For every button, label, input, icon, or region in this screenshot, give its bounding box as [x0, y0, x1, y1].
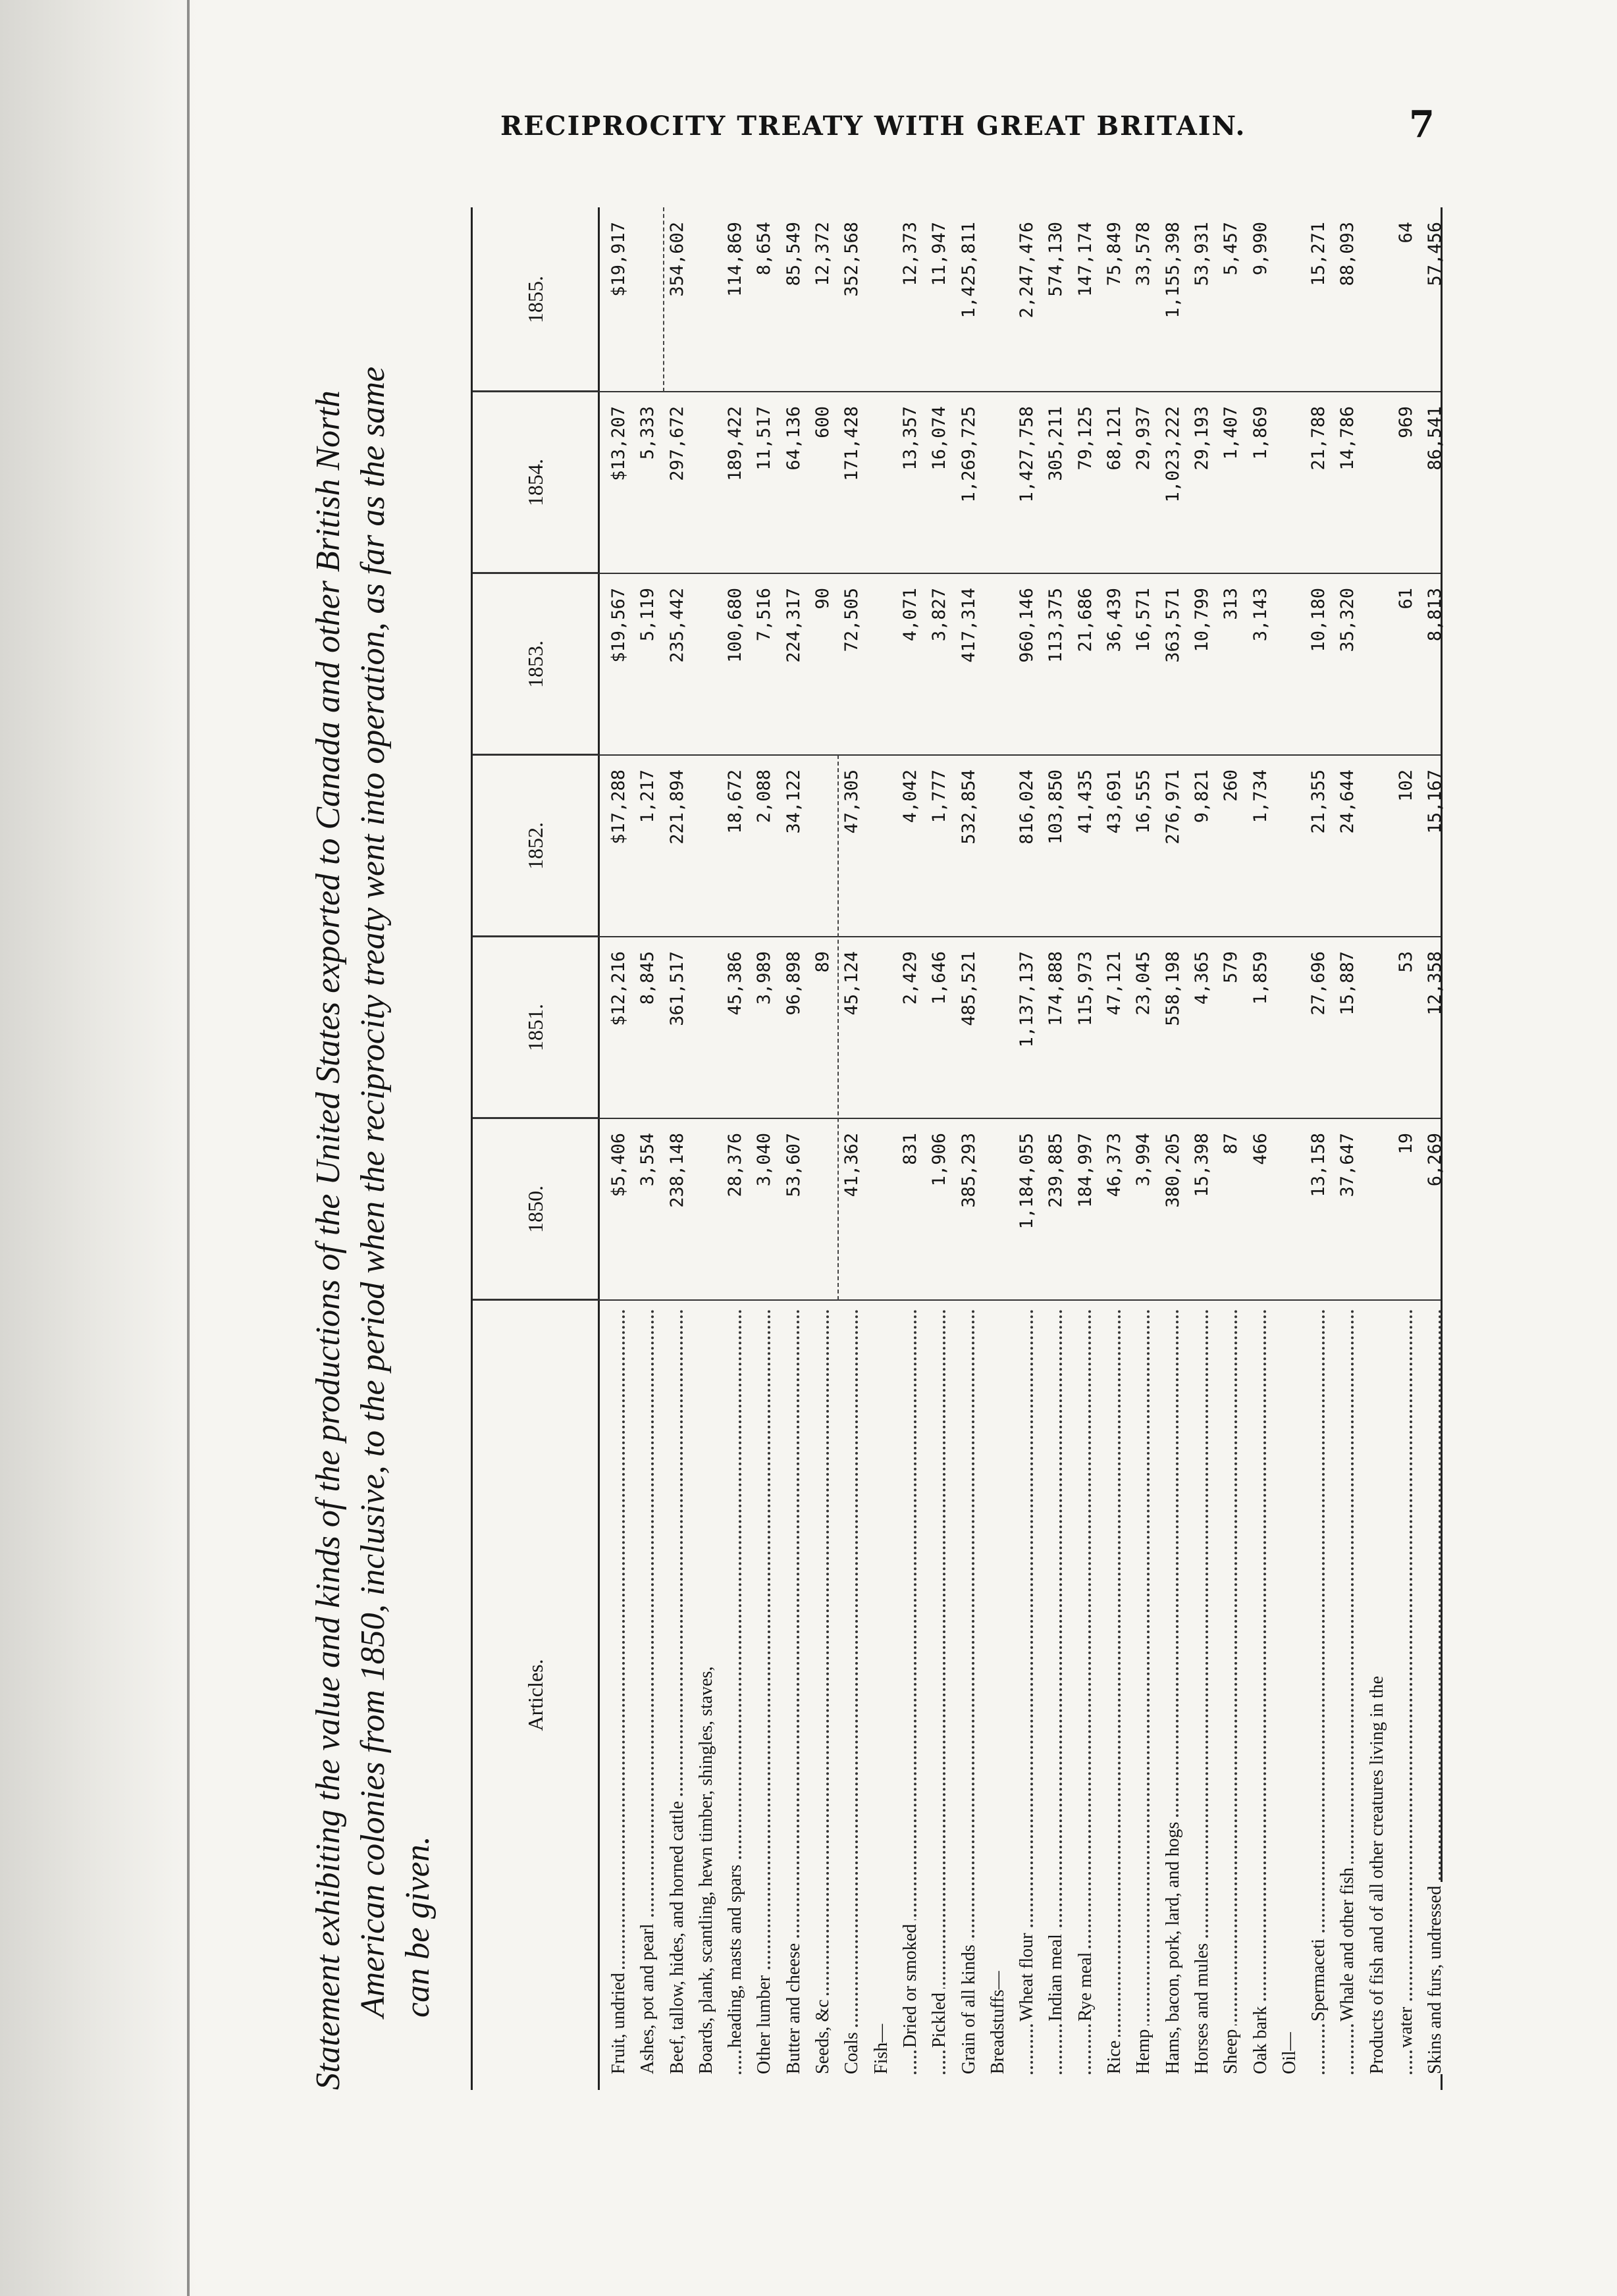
- value-cell: 19: [1396, 1133, 1417, 1155]
- value-cell: 86,541: [1425, 406, 1446, 471]
- article-label-text: Fish—: [871, 2020, 891, 2074]
- running-head: RECIPROCITY TREATY WITH GREAT BRITAIN.: [500, 111, 1246, 142]
- article-label: [1275, 1300, 1304, 2090]
- value-cell: 4,042: [899, 770, 920, 823]
- article-label-text: Coals: [841, 2028, 862, 2074]
- value-cell: 558,198: [1162, 951, 1183, 1026]
- table-row: [1333, 207, 1362, 2090]
- value-cell: 85,549: [783, 222, 804, 286]
- article-label: [721, 1300, 750, 2090]
- value-cell: 276,971: [1162, 770, 1183, 845]
- value-cell: 1,777: [929, 770, 950, 823]
- article-label-text: water: [1396, 2003, 1416, 2048]
- column-rule: [473, 754, 1441, 756]
- value-cell: 96,898: [783, 951, 804, 1016]
- value-cell: 224,317: [783, 588, 804, 663]
- value-cell: 1,906: [929, 1133, 950, 1187]
- value-cell: 297,672: [666, 406, 687, 481]
- article-label-text: Hemp: [1133, 2025, 1153, 2074]
- value-cell: 3,040: [754, 1133, 775, 1187]
- article-label-text: Fruit, undried: [608, 1969, 629, 2074]
- value-cell: 36,439: [1104, 588, 1125, 652]
- value-cell: 189,422: [725, 406, 746, 481]
- value-cell: 260: [1221, 770, 1242, 802]
- article-label-text: Indian meal: [1046, 1930, 1066, 2022]
- value-cell: 64,136: [783, 406, 804, 471]
- value-cell: 37,647: [1337, 1133, 1358, 1197]
- article-label: [692, 1300, 721, 2090]
- value-cell: 57,456: [1425, 222, 1446, 286]
- table-header: [473, 207, 600, 2090]
- value-cell: 41,362: [841, 1133, 862, 1197]
- value-cell: 313: [1221, 588, 1242, 620]
- article-label: [663, 1300, 692, 2090]
- value-cell: 579: [1221, 951, 1242, 983]
- value-cell: 18,672: [725, 770, 746, 834]
- value-cell: 305,211: [1046, 406, 1067, 481]
- table-row: [808, 207, 837, 2090]
- article-label-text: heading, masts and spars: [725, 1861, 745, 2048]
- value-cell: 4,071: [899, 588, 920, 642]
- table-row: [1013, 207, 1042, 2090]
- article-label-text: Spermaceti: [1308, 1935, 1329, 2022]
- value-cell: $19,567: [608, 588, 629, 663]
- value-cell: 8,813: [1425, 588, 1446, 642]
- value-cell: 361,517: [666, 951, 687, 1026]
- article-label-text: Oak bark: [1250, 2002, 1271, 2074]
- page-binding-shadow: [0, 0, 198, 2296]
- article-label: [925, 1300, 954, 2090]
- value-cell: 75,849: [1104, 222, 1125, 286]
- header-year-1854: 1854.: [473, 390, 598, 573]
- article-label-text: Dried or smoked: [900, 1920, 920, 2048]
- table-row: [750, 207, 779, 2090]
- value-cell: $17,288: [608, 770, 629, 845]
- value-cell: 16,555: [1133, 770, 1154, 834]
- value-cell: 88,093: [1337, 222, 1358, 286]
- value-cell: 113,375: [1046, 588, 1067, 663]
- article-label: [896, 1300, 925, 2090]
- table-row: [837, 207, 866, 2090]
- value-cell: 41,435: [1074, 770, 1096, 834]
- value-cell: 11,947: [929, 222, 950, 286]
- table-row: [1304, 207, 1333, 2090]
- value-cell: 10,180: [1308, 588, 1329, 652]
- header-year-1853: 1853.: [473, 572, 598, 755]
- value-cell: 12,358: [1425, 951, 1446, 1016]
- value-cell: 100,680: [725, 588, 746, 663]
- value-cell: 466: [1250, 1133, 1271, 1165]
- value-cell: 16,074: [929, 406, 950, 471]
- article-label: [633, 1300, 662, 2090]
- value-cell: 3,554: [637, 1133, 658, 1187]
- value-cell: 3,989: [754, 951, 775, 1005]
- value-cell: 27,696: [1308, 951, 1329, 1016]
- article-label: [1188, 1300, 1217, 2090]
- table-row: [1421, 207, 1450, 2090]
- article-label: [1421, 1300, 1450, 2090]
- article-label-text: Seeds, &c: [812, 1995, 833, 2074]
- value-cell: 16,571: [1133, 588, 1154, 652]
- table-row: [633, 207, 662, 2090]
- value-cell: 1,184,055: [1017, 1133, 1038, 1230]
- value-cell: 174,888: [1046, 951, 1067, 1026]
- value-cell: 1,269,725: [958, 406, 979, 503]
- value-cell: 53,931: [1191, 222, 1212, 286]
- article-label-text: Butter and cheese: [783, 1939, 804, 2074]
- article-label: [780, 1300, 808, 2090]
- value-cell: 45,124: [841, 951, 862, 1016]
- value-cell: 385,293: [958, 1133, 979, 1208]
- header-year-1852: 1852.: [473, 754, 598, 937]
- article-label: [837, 1300, 866, 2090]
- value-cell: 239,885: [1046, 1133, 1067, 1208]
- article-label-text: Ashes, pot and pearl: [637, 1919, 658, 2074]
- value-cell: 8,654: [754, 222, 775, 276]
- value-cell: 68,121: [1104, 406, 1125, 471]
- article-label-text: Skins and furs, undressed: [1425, 1882, 1445, 2074]
- article-label: [1159, 1300, 1188, 2090]
- value-cell: 6,269: [1425, 1133, 1446, 1187]
- value-cell: 574,130: [1046, 222, 1067, 297]
- value-cell: 29,193: [1191, 406, 1212, 471]
- table-row: [1071, 207, 1100, 2090]
- value-cell: 485,521: [958, 951, 979, 1026]
- table-row: [1363, 207, 1392, 2090]
- article-label: [984, 1300, 1013, 2090]
- value-cell: 5,119: [637, 588, 658, 642]
- article-label-text: Boards, plank, scantling, hewn timber, shingles, staves,: [696, 1663, 716, 2074]
- header-articles: Articles.: [473, 1299, 598, 2090]
- value-cell: 417,314: [958, 588, 979, 663]
- value-cell: 147,174: [1074, 222, 1096, 297]
- table-row: [1129, 207, 1158, 2090]
- value-cell: 15,167: [1425, 770, 1446, 834]
- value-cell: 90: [812, 588, 834, 610]
- value-cell: 13,158: [1308, 1133, 1329, 1197]
- value-cell: 2,088: [754, 770, 775, 823]
- value-cell: 102: [1396, 770, 1417, 802]
- value-cell: 103,850: [1046, 770, 1067, 845]
- value-cell: 43,691: [1104, 770, 1125, 834]
- value-cell: 1,734: [1250, 770, 1271, 823]
- table-row: [692, 207, 721, 2090]
- value-cell: 21,686: [1074, 588, 1096, 652]
- article-label: [1013, 1300, 1042, 2090]
- article-label: [1071, 1300, 1100, 2090]
- value-cell: 3,994: [1133, 1133, 1154, 1187]
- article-label: [1333, 1300, 1362, 2090]
- value-cell: 235,442: [666, 588, 687, 663]
- article-label: [1042, 1300, 1071, 2090]
- table-row: [604, 207, 633, 2090]
- value-cell: 5,457: [1221, 222, 1242, 276]
- article-label-text: Breadstuffs—: [988, 1967, 1008, 2074]
- caption-line-1: Statement exhibiting the value and kinds of the productions of the United States exported to Canada and other British North: [309, 390, 347, 2090]
- value-cell: 3,827: [929, 588, 950, 642]
- article-label: [750, 1300, 779, 2090]
- value-cell: 24,644: [1337, 770, 1358, 834]
- table-row: [1246, 207, 1275, 2090]
- value-cell: 14,786: [1337, 406, 1358, 471]
- value-cell: 34,122: [783, 770, 804, 834]
- value-cell: 115,973: [1074, 951, 1096, 1026]
- value-cell: 960,146: [1017, 588, 1038, 663]
- value-cell: 45,386: [725, 951, 746, 1016]
- article-label: [1304, 1300, 1333, 2090]
- value-cell: 1,646: [929, 951, 950, 1005]
- value-cell: 5,333: [637, 406, 658, 460]
- article-label-text: Grain of all kinds: [959, 1941, 979, 2074]
- article-label: [955, 1300, 984, 2090]
- table-row: [1275, 207, 1304, 2090]
- article-label: [808, 1300, 837, 2090]
- article-label-text: Beef, tallow, hides, and horned cattle: [667, 1797, 687, 2074]
- value-cell: 380,205: [1162, 1133, 1183, 1208]
- header-year-1850: 1850.: [473, 1117, 598, 1300]
- value-cell: 1,859: [1250, 951, 1271, 1005]
- article-label: [1392, 1300, 1421, 2090]
- table-row: [955, 207, 984, 2090]
- page-edge-line: [187, 0, 190, 2296]
- value-cell: 79,125: [1074, 406, 1096, 471]
- table-row: [1217, 207, 1246, 2090]
- table-row: [925, 207, 954, 2090]
- column-rule: [473, 1299, 1441, 1301]
- value-cell: 7,516: [754, 588, 775, 642]
- value-cell: 12,372: [812, 222, 834, 286]
- article-label: [1246, 1300, 1275, 2090]
- value-cell: 1,155,398: [1162, 222, 1183, 319]
- table-row: [1100, 207, 1129, 2090]
- value-cell: 13,357: [899, 406, 920, 471]
- table-row: [1392, 207, 1421, 2090]
- article-label: [1129, 1300, 1158, 2090]
- rotated-content: [306, 207, 1465, 2090]
- article-label-text: Rye meal: [1075, 1948, 1096, 2022]
- value-cell: $13,207: [608, 406, 629, 481]
- article-label-text: Rice: [1104, 2037, 1125, 2074]
- value-cell: 2,247,476: [1017, 222, 1038, 319]
- value-cell: 532,854: [958, 770, 979, 845]
- value-cell: 600: [812, 406, 834, 438]
- article-label: [867, 1300, 896, 2090]
- table-row: [1188, 207, 1217, 2090]
- table-row: [721, 207, 750, 2090]
- value-cell: 816,024: [1017, 770, 1038, 845]
- article-label-text: Whale and other fish: [1337, 1864, 1358, 2022]
- table-row: [663, 207, 692, 2090]
- value-cell: 9,990: [1250, 222, 1271, 276]
- table-caption: [306, 207, 471, 2090]
- value-cell: 89: [812, 951, 834, 973]
- column-rule: [473, 391, 1441, 392]
- article-label: [1363, 1300, 1392, 2090]
- table-row: [1159, 207, 1188, 2090]
- value-cell: 114,869: [725, 222, 746, 297]
- article-label: [604, 1300, 633, 2090]
- value-cell: 35,320: [1337, 588, 1358, 652]
- value-cell: 53,607: [783, 1133, 804, 1197]
- value-cell: 23,045: [1133, 951, 1154, 1016]
- value-cell: 11,517: [754, 406, 775, 471]
- table-row: [896, 207, 925, 2090]
- value-cell: 1,217: [637, 770, 658, 823]
- value-cell: 33,578: [1133, 222, 1154, 286]
- value-cell: $19,917: [608, 222, 629, 297]
- value-cell: 53: [1396, 951, 1417, 973]
- value-cell: 10,799: [1191, 588, 1212, 652]
- value-cell: 171,428: [841, 406, 862, 481]
- value-cell: $5,406: [608, 1133, 629, 1197]
- article-label-text: Oil—: [1279, 2028, 1300, 2074]
- value-cell: $12,216: [608, 951, 629, 1026]
- value-cell: 1,425,811: [958, 222, 979, 319]
- article-label-text: Products of fish and of all other creatures living in the: [1367, 1672, 1387, 2074]
- dashed-separator: [837, 755, 839, 1300]
- value-cell: 221,894: [666, 770, 687, 845]
- value-cell: 15,887: [1337, 951, 1358, 1016]
- table-row: [1042, 207, 1071, 2090]
- caption-line-3: can be given.: [399, 1836, 437, 2018]
- table-row: [984, 207, 1013, 2090]
- table-body: [604, 207, 1450, 2090]
- value-cell: 87: [1221, 1133, 1242, 1155]
- table-row: [780, 207, 808, 2090]
- header-year-1855: 1855.: [523, 276, 547, 323]
- value-cell: 29,937: [1133, 406, 1154, 471]
- article-label-text: Wheat flour: [1017, 1929, 1037, 2022]
- page-number: 7: [1409, 103, 1435, 146]
- value-cell: 64: [1396, 222, 1417, 244]
- value-cell: 47,121: [1104, 951, 1125, 1016]
- value-cell: 15,398: [1191, 1133, 1212, 1197]
- article-label-text: Sheep: [1221, 2025, 1241, 2074]
- value-cell: 1,407: [1221, 406, 1242, 460]
- header-year-1851: 1851.: [473, 935, 598, 1118]
- value-cell: 21,788: [1308, 406, 1329, 471]
- column-rule: [473, 1118, 1441, 1119]
- value-cell: 969: [1396, 406, 1417, 438]
- value-cell: 61: [1396, 588, 1417, 610]
- value-cell: 9,821: [1191, 770, 1212, 823]
- value-cell: 21,355: [1308, 770, 1329, 834]
- article-label: [1217, 1300, 1246, 2090]
- article-label-text: Hams, bacon, pork, lard, and hogs: [1163, 1818, 1183, 2074]
- article-label-text: Horses and mules: [1192, 1939, 1212, 2074]
- value-cell: 238,148: [666, 1133, 687, 1208]
- value-cell: 363,571: [1162, 588, 1183, 663]
- dashed-separator: [663, 207, 664, 392]
- value-cell: 184,997: [1074, 1133, 1096, 1208]
- table-row: [867, 207, 896, 2090]
- statistics-table: [471, 207, 1446, 2090]
- value-cell: 4,365: [1191, 951, 1212, 1005]
- value-cell: 2,429: [899, 951, 920, 1005]
- value-cell: 15,271: [1308, 222, 1329, 286]
- value-cell: 831: [899, 1133, 920, 1165]
- value-cell: 8,845: [637, 951, 658, 1005]
- value-cell: 1,427,758: [1017, 406, 1038, 503]
- value-cell: 3,143: [1250, 588, 1271, 642]
- value-cell: 1,023,222: [1162, 406, 1183, 503]
- article-label-text: Other lumber: [754, 1971, 774, 2074]
- value-cell: 72,505: [841, 588, 862, 652]
- article-label: [1100, 1300, 1129, 2090]
- column-rule: [473, 573, 1441, 574]
- column-rule: [473, 936, 1441, 937]
- value-cell: 47,305: [841, 770, 862, 834]
- value-cell: 1,137,137: [1017, 951, 1038, 1048]
- value-cell: 12,373: [899, 222, 920, 286]
- value-cell: 352,568: [841, 222, 862, 297]
- value-cell: 1,869: [1250, 406, 1271, 460]
- value-cell: 28,376: [725, 1133, 746, 1197]
- caption-line-2: American colonies from 1850, inclusive, to the period when the reciprocity treaty went into operation, as far as the same: [354, 366, 392, 2018]
- value-cell: 46,373: [1104, 1133, 1125, 1197]
- value-cell: 354,602: [666, 222, 687, 297]
- article-label-text: Pickled: [929, 1989, 949, 2048]
